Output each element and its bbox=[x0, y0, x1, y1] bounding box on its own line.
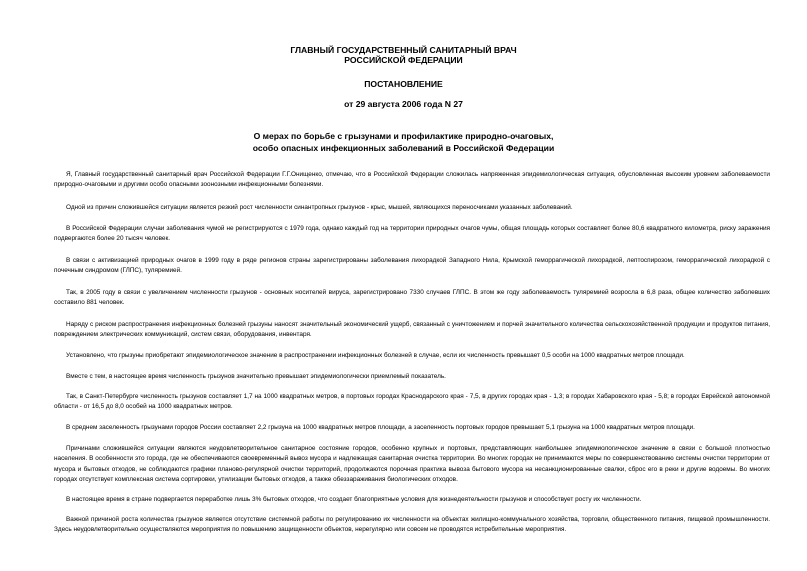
paragraph-4: В связи с активизацией природных очагов в 1999 году в ряде регионов страны зарегистрированы заболевания лихорадкой Западного Нила, Крымской геморрагической лихорадкой, лептоспирозом, геморрагической лихорадкой с почечным синдромом (ГЛПС), туляремией. bbox=[54, 257, 770, 275]
document-title-line-1: О мерах по борьбе с грызунами и профилактике природно-очаговых, bbox=[253, 131, 554, 141]
paragraph-6: Наряду с риском распространения инфекционных болезней грызуны наносят значительный экономический ущерб, связанный с уничтожением и порчей значительного количества сельскохозяйственной продукции и продуктов питания, повреждением электрических коммуникаций, систем связи, оборудования, инвентаря. bbox=[54, 321, 770, 339]
paragraph-2: Одной из причин сложившейся ситуации является резкий рост численности синантропных грызунов - крыс, мышей, являющихся переносчиками указанных заболеваний. bbox=[66, 204, 573, 211]
paragraph-7: Установлено, что грызуны приобретают эпидемиологическое значение в распространении инфекционных болезней в случае, если их численность превышает 0,5 особи на 1000 квадратных метров площади. bbox=[66, 352, 685, 359]
paragraph-11: Причинами сложившейся ситуации являются неудовлетворительное санитарное состояние городов, особенно крупных и портовых, представляющих наибольшее эпидемиологическое значение в связи с большой плотностью населения. В особенности это города, где не обеспечиваются своевременный вывоз мусора и надлежащая санитарная очистка территории. Во многих городах не принимаются меры по совершенствованию системы очистки территории от мусора и бытовых отходов, не соблюдаются графики планово-регулярной очистки территорий, продолжаются порочная практика вывоза бытового мусора на несанкционированные свалки, сброс его в реки и другие водоемы. Во многих городах отсутствует комплексная система сортировки, утилизации бытовых отходов, а также обеззараживания биологических отходов. bbox=[54, 445, 770, 484]
paragraph-12: В настоящее время в стране подвергается переработке лишь 3% бытовых отходов, что создает благоприятные условия для жизнедеятельности грызунов и способствует росту их численности. bbox=[66, 496, 642, 503]
document-date-number: от 29 августа 2006 года N 27 bbox=[344, 99, 463, 109]
paragraph-5: Так, в 2005 году в связи с увеличением численности грызунов - основных носителей вируса, зарегистрировано 7330 случаев ГЛПС. В этом же году заболеваемость туляремией возросла в 6,8 раза, общее количество заболевших составило 881 человек. bbox=[54, 289, 770, 307]
paragraph-9: Так, в Санкт-Петербурге численность грызунов составляет 1,7 на 1000 квадратных метров, в портовых городах Краснодарского края - 7,5, в других городах края - 1,3; в городах Хабаровского края - 5,8; в городах Еврейской автономной области - от 16,5 до 8,0 особей на 1000 квадратных метров. bbox=[54, 393, 770, 411]
paragraph-13: Важной причиной роста количества грызунов является отсутствие системной работы по регулированию их численности на объектах жилищно-коммунального хозяйства, торговли, общественного питания, пищевой промышленности. Здесь неудовлетворительно осуществляются мероприятия по повышению защищенности объектов, нерегулярно или совсем не проводятся истребительные мероприятия. bbox=[54, 516, 770, 534]
document-type: ПОСТАНОВЛЕНИЕ bbox=[364, 79, 443, 89]
paragraph-3: В Российской Федерации случаи заболевания чумой не регистрируются с 1979 года, однако каждый год на территории природных очагов чумы, общая площадь которых составляет более 80,6 квадратного километра, риску заражения подвергаются более 20 тысяч человек. bbox=[54, 225, 770, 243]
paragraph-1: Я, Главный государственный санитарный врач Российской Федерации Г.Г.Онищенко, отмечаю, что в Российской Федерации сложилась напряженная эпидемиологическая ситуация, обусловленная высоким уровнем заболеваемости природно-очаговыми и другими особо опасными зоонозными инфекционными болезнями. bbox=[54, 171, 770, 189]
document-title-line-2: особо опасных инфекционных заболеваний в Российской Федерации bbox=[252, 143, 555, 153]
paragraph-10: В среднем заселенность грызунами городов России составляет 2,2 грызуна на 1000 квадратных метров площади, а заселенность портовых городов превышает 5,1 грызуна на 1000 квадратных метров площади. bbox=[66, 424, 695, 431]
paragraph-8: Вместе с тем, в настоящее время численность грызунов значительно превышает эпидемиологически приемлемый показатель. bbox=[66, 373, 446, 380]
authority-line-2: РОССИЙСКОЙ ФЕДЕРАЦИИ bbox=[344, 55, 463, 65]
authority-line-1: ГЛАВНЫЙ ГОСУДАРСТВЕННЫЙ САНИТАРНЫЙ ВРАЧ bbox=[290, 45, 517, 55]
